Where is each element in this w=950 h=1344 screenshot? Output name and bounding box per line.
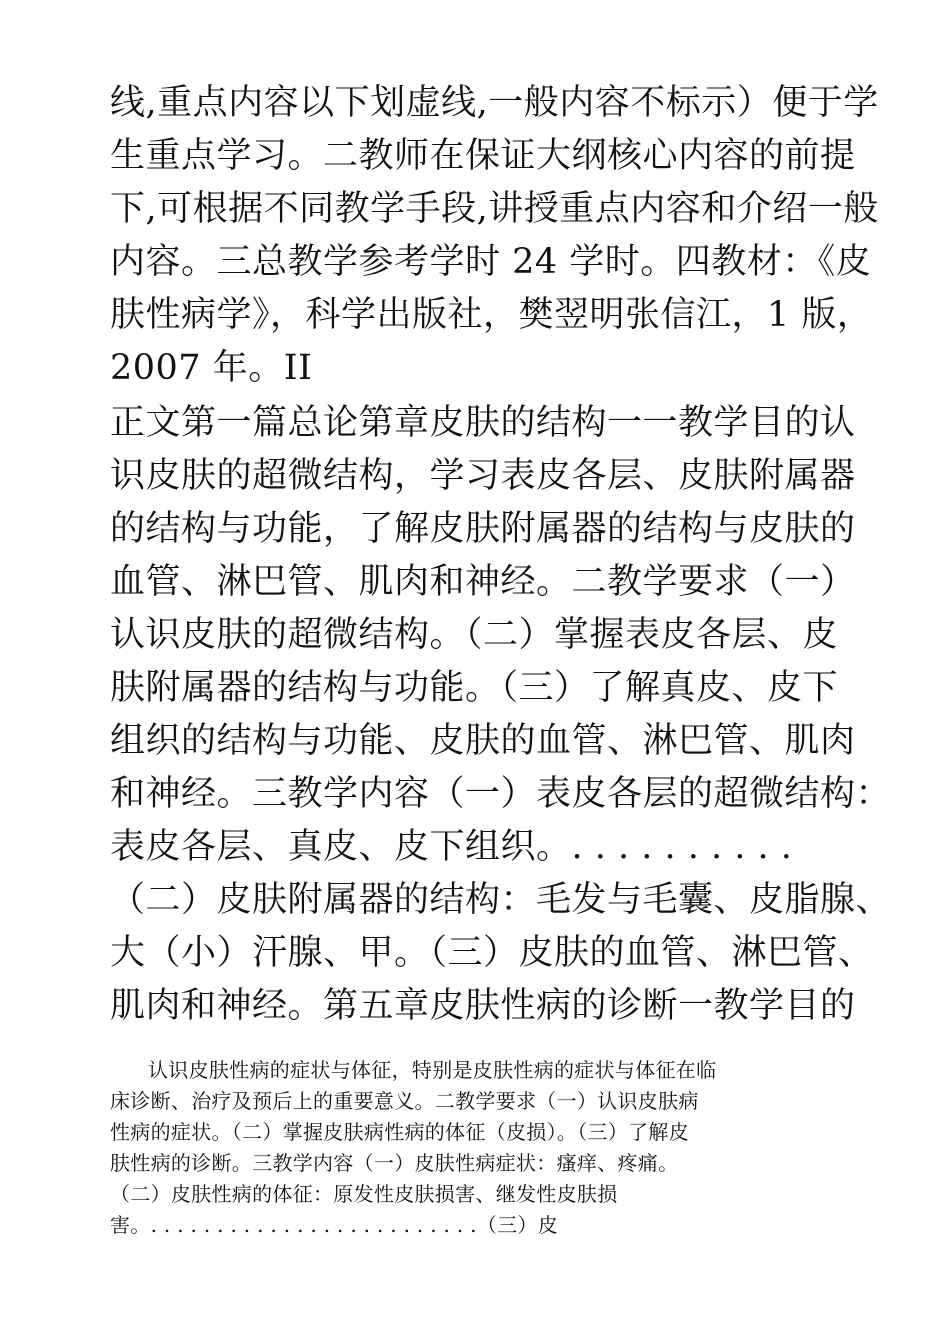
text-line: （二）皮肤附属器的结构：毛发与毛囊、皮脂腺、: [110, 880, 892, 920]
text-line: 血管、淋巴管、肌肉和神经。二教学要求（一）: [110, 562, 856, 602]
text-line: 下,可根据不同教学手段,讲授重点内容和介绍一般: [110, 189, 879, 229]
secondary-text-block: [110, 1055, 870, 1241]
text-line: 肌肉和神经。第五章皮肤性病的诊断一教学目的: [110, 986, 856, 1026]
text-line: 大（小）汗腺、甲。（三）皮肤的血管、淋巴管、: [110, 933, 874, 973]
text-line: 的结构与功能，了解皮肤附属器的结构与皮肤的: [110, 509, 856, 549]
text-line: 组织的结构与功能、皮肤的血管、淋巴管、肌肉: [110, 721, 856, 761]
text-line: 正文第一篇总论第章皮肤的结构一一教学目的认: [110, 403, 856, 443]
paragraph-line: 害。. . . . . . . . . . . . . . . . . . . . . . . . .（三）皮: [110, 1213, 559, 1237]
text-line: 认识皮肤的超微结构。（二）掌握表皮各层、皮: [110, 615, 839, 655]
text-line: 2007 年。II: [110, 348, 313, 388]
paragraph-line: 性病的症状。（二）掌握皮肤病性病的体征（皮损）。（三）了解皮: [110, 1120, 689, 1144]
paragraph-line: 床诊断、治疗及预后上的重要意义。二教学要求（一）认识皮肤病: [110, 1089, 699, 1113]
text-line: 表皮各层、真皮、皮下组织。. . . . . . . . . .: [110, 827, 793, 867]
text-line: 线,重点内容以下划虚线,一般内容不标示）便于学: [110, 83, 879, 123]
text-line: 和神经。三教学内容（一）表皮各层的超微结构：: [110, 774, 892, 814]
text-line: 肤附属器的结构与功能。（三）了解真皮、皮下: [110, 668, 839, 708]
paragraph-line: （二）皮肤性病的体征：原发性皮肤损害、继发性皮肤损: [110, 1182, 618, 1206]
text-line: 识皮肤的超微结构，学习表皮各层、皮肤附属器: [110, 456, 856, 496]
main-text-block: [110, 77, 900, 1033]
text-line: 生重点学习。二教师在保证大纲核心内容的前提: [110, 136, 856, 176]
text-line: 肤性病学》，科学出版社，樊翌明张信江，1 版，: [110, 295, 873, 335]
paragraph-line: 认识皮肤性病的症状与体征，特别是皮肤性病的症状与体征在临: [148, 1058, 717, 1082]
text-line: 内容。三总教学参考学时 24 学时。四教材：《皮: [110, 242, 872, 282]
paragraph-line: 肤性病的诊断。三教学内容（一）皮肤性病症状：瘙痒、疼痛。: [110, 1151, 679, 1175]
